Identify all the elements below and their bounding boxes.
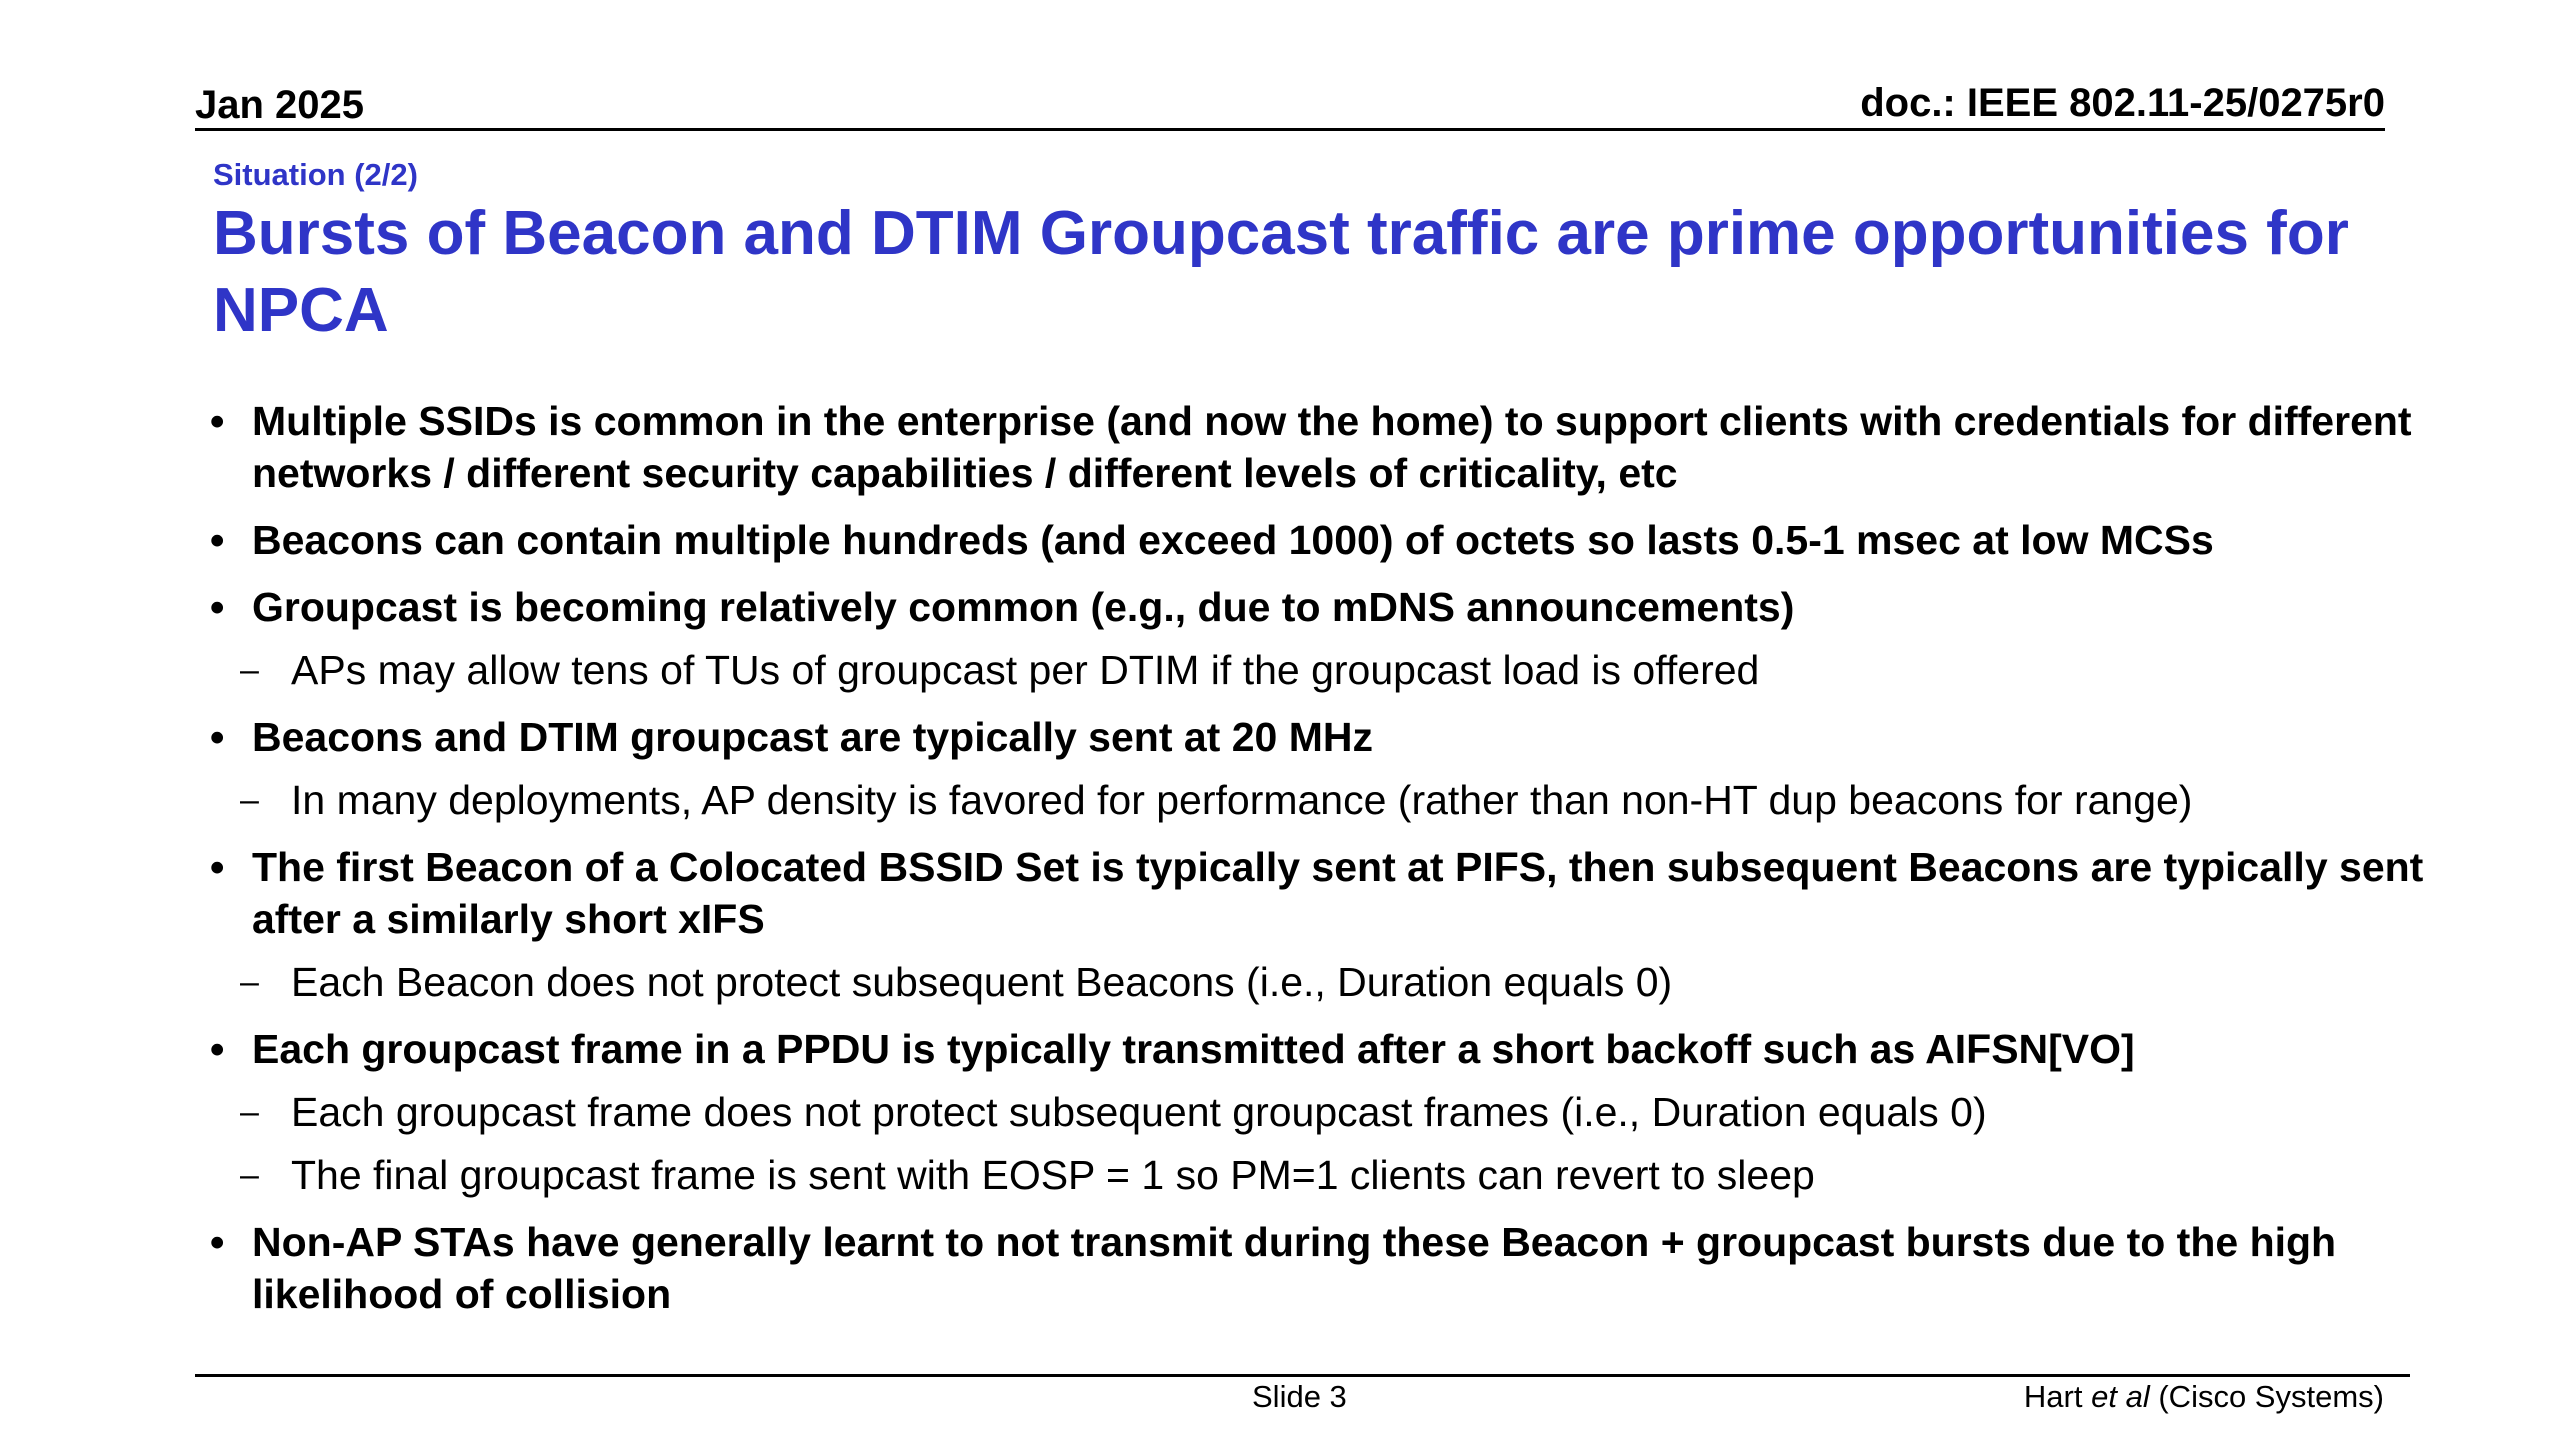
bullet-marker: • xyxy=(210,714,225,760)
bullet-marker: • xyxy=(210,1026,225,1072)
sub-bullet-item xyxy=(0,774,2560,826)
bullet-text: Multiple SSIDs is common in the enterprise (and now the home) to support clients with credentials for different networks / different security capabilities / different levels of criticality, etc xyxy=(252,398,2412,496)
bullet-item xyxy=(0,841,2560,945)
sub-bullet-item xyxy=(0,644,2560,696)
bullet-marker: • xyxy=(210,844,225,890)
footer-slide-number: Slide 3 xyxy=(1252,1379,1347,1414)
sub-bullet-text: APs may allow tens of TUs of groupcast per DTIM if the groupcast load is offered xyxy=(291,647,1760,693)
footer-author-org: (Cisco Systems) xyxy=(2158,1379,2384,1414)
sub-bullet-text: Each Beacon does not protect subsequent Beacons (i.e., Duration equals 0) xyxy=(291,959,1673,1005)
bullet-item xyxy=(0,1216,2560,1320)
bullet-item xyxy=(0,395,2560,499)
dash-marker: – xyxy=(240,963,259,1001)
bullet-text: Beacons and DTIM groupcast are typically sent at 20 MHz xyxy=(252,714,1373,760)
bullet-marker: • xyxy=(210,1219,225,1265)
slide-title: Bursts of Beacon and DTIM Groupcast traffic are prime opportunities for NPCA xyxy=(213,199,2349,345)
bullet-text: Groupcast is becoming relatively common (e.g., due to mDNS announcements) xyxy=(252,584,1795,630)
bullet-marker: • xyxy=(210,398,225,444)
header-doc-id: doc.: IEEE 802.11-25/0275r0 xyxy=(1860,81,2385,125)
sub-bullet-item xyxy=(0,1086,2560,1138)
sub-bullet-text: Each groupcast frame does not protect subsequent groupcast frames (i.e., Duration equals 0) xyxy=(291,1089,1987,1135)
dash-marker: – xyxy=(240,1093,259,1131)
bullet-text: Beacons can contain multiple hundreds (and exceed 1000) of octets so lasts 0.5-1 msec at low MCSs xyxy=(252,517,2214,563)
bullet-text: Each groupcast frame in a PPDU is typically transmitted after a short backoff such as AIFSN[VO] xyxy=(252,1026,2135,1072)
sub-bullet-item xyxy=(0,1149,2560,1201)
slide-subtitle: Situation (2/2) xyxy=(213,157,418,192)
bullet-item xyxy=(0,711,2560,763)
dash-marker: – xyxy=(240,781,259,819)
bullet-text: Non-AP STAs have generally learnt to not transmit during these Beacon + groupcast bursts due to the high likelihood of collision xyxy=(252,1219,2337,1317)
bullet-text: The first Beacon of a Colocated BSSID Set is typically sent at PIFS, then subsequent Beacons are typically sent after a similarly short xIFS xyxy=(252,844,2424,942)
bullet-list xyxy=(0,395,2560,1320)
header-divider xyxy=(195,128,2385,131)
footer-author xyxy=(2024,1377,2384,1417)
bullet-item xyxy=(0,1023,2560,1075)
sub-bullet-text: In many deployments, AP density is favored for performance (rather than non-HT dup beacons for range) xyxy=(291,777,2193,823)
sub-bullet-text: The final groupcast frame is sent with EOSP = 1 so PM=1 clients can revert to sleep xyxy=(291,1152,1815,1198)
dash-marker: – xyxy=(240,651,259,689)
bullet-marker: • xyxy=(210,517,225,563)
bullet-marker: • xyxy=(210,584,225,630)
footer-author-etal: et al xyxy=(2091,1379,2150,1414)
header-date: Jan 2025 xyxy=(195,83,365,127)
sub-bullet-item xyxy=(0,956,2560,1008)
footer-author-name: Hart xyxy=(2023,1379,2083,1414)
dash-marker: – xyxy=(240,1156,259,1194)
bullet-item xyxy=(0,581,2560,633)
bullet-item xyxy=(0,514,2560,566)
